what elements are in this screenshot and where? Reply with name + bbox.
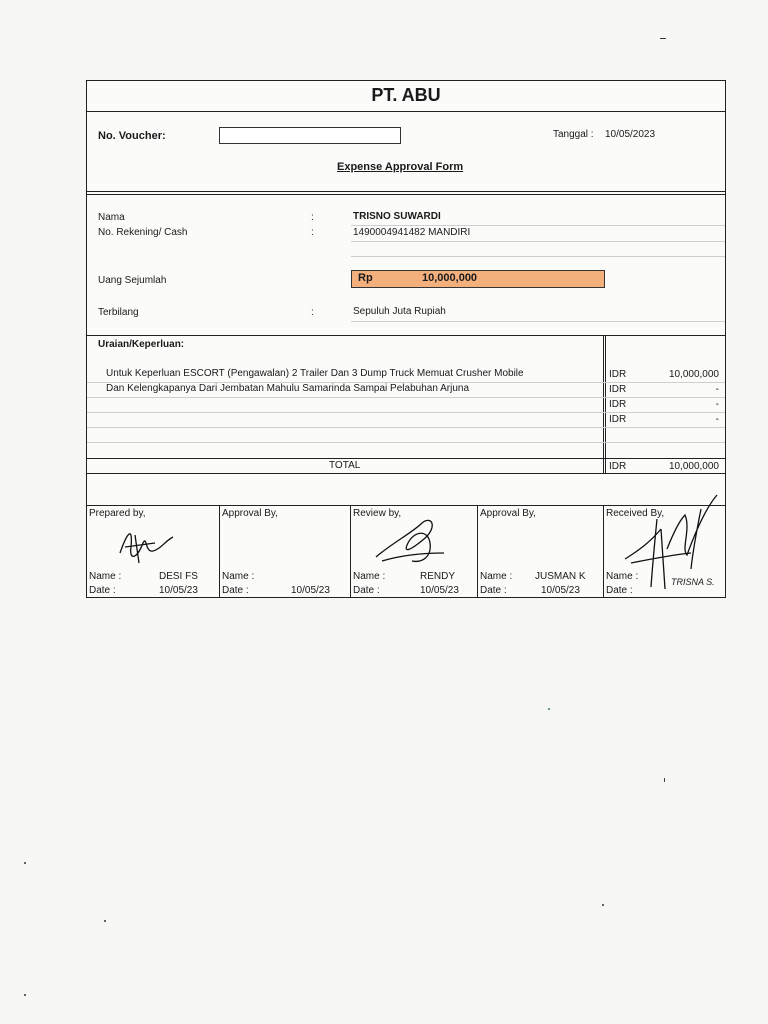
uraian-header: Uraian/Keperluan: bbox=[98, 339, 185, 350]
amount-value: 10,000,000 bbox=[422, 272, 478, 284]
sig-date-label: Date : bbox=[353, 585, 380, 596]
nama-value: TRISNO SUWARDI bbox=[353, 211, 441, 222]
row-amount: - bbox=[715, 384, 719, 395]
sig-name-label: Name : bbox=[222, 571, 255, 582]
voucher-label: No. Voucher: bbox=[98, 130, 166, 142]
signature-desi bbox=[115, 523, 185, 565]
uraian-line-2: Dan Kelengkapanya Dari Jembatan Mahulu Samarinda Sampai Pelabuhan Arjuna bbox=[106, 383, 470, 394]
rekening-value: 1490004941482 MANDIRI bbox=[353, 227, 471, 238]
voucher-field[interactable] bbox=[219, 127, 401, 144]
sig-name: JUSMAN K bbox=[535, 571, 586, 582]
sig-date: 10/05/23 bbox=[159, 585, 198, 596]
signature-trisno bbox=[621, 489, 721, 593]
row-currency: IDR bbox=[609, 384, 627, 395]
sig-date-label: Date : bbox=[89, 585, 116, 596]
sig-name-label: Name : bbox=[480, 571, 513, 582]
sig-name-label: Name : bbox=[353, 571, 386, 582]
sig-name: RENDY bbox=[420, 571, 456, 582]
sig-date-label: Date : bbox=[606, 585, 633, 596]
signature-approval-1 bbox=[219, 505, 350, 597]
total-currency: IDR bbox=[609, 461, 627, 472]
row-amount: - bbox=[715, 414, 719, 425]
signature-review bbox=[350, 505, 477, 597]
sig-date-label: Date : bbox=[222, 585, 249, 596]
total-amount: 10,000,000 bbox=[668, 461, 719, 472]
row-amount: - bbox=[715, 399, 719, 410]
sig-date: 10/05/23 bbox=[291, 585, 330, 596]
total-label: TOTAL bbox=[329, 460, 361, 471]
colon: : bbox=[311, 307, 314, 318]
signature-prepared bbox=[87, 505, 219, 597]
sig-name-label: Name : bbox=[606, 571, 639, 582]
colon: : bbox=[311, 227, 314, 238]
amount-box bbox=[351, 270, 605, 288]
signature-received bbox=[603, 505, 725, 597]
sig-role: Approval By, bbox=[222, 508, 278, 519]
terbilang-value: Sepuluh Juta Rupiah bbox=[353, 306, 446, 317]
colon: : bbox=[311, 212, 314, 223]
sig-name-label: Name : bbox=[89, 571, 122, 582]
sig-role: Approval By, bbox=[480, 508, 536, 519]
handwritten-note: TRISNA S. bbox=[671, 577, 715, 587]
row-currency: IDR bbox=[609, 369, 627, 380]
sig-role: Prepared by, bbox=[89, 508, 146, 519]
row-currency: IDR bbox=[609, 414, 627, 425]
expense-approval-form bbox=[86, 80, 726, 598]
sig-date: 10/05/23 bbox=[420, 585, 459, 596]
date-label: Tanggal : bbox=[553, 129, 594, 140]
currency-symbol: Rp bbox=[358, 272, 373, 284]
signature-rendy bbox=[372, 513, 452, 569]
uraian-line-1: Untuk Keperluan ESCORT (Pengawalan) 2 Trailer Dan 3 Dump Truck Memuat Crusher Mobile bbox=[106, 368, 524, 379]
row-currency: IDR bbox=[609, 399, 627, 410]
sig-role: Received By, bbox=[606, 508, 665, 519]
form-title: Expense Approval Form bbox=[337, 161, 464, 173]
company-name: PT. ABU bbox=[371, 85, 441, 105]
rekening-label: No. Rekening/ Cash bbox=[98, 227, 188, 238]
uang-label: Uang Sejumlah bbox=[98, 275, 167, 286]
row-amount: 10,000,000 bbox=[668, 369, 719, 380]
nama-label: Nama bbox=[98, 212, 125, 223]
sig-role: Review by, bbox=[353, 508, 402, 519]
signature-approval-2 bbox=[477, 505, 603, 597]
terbilang-label: Terbilang bbox=[98, 307, 139, 318]
sig-name: DESI FS bbox=[159, 571, 198, 582]
date-value: 10/05/2023 bbox=[605, 129, 656, 140]
sig-date: 10/05/23 bbox=[541, 585, 580, 596]
sig-date-label: Date : bbox=[480, 585, 507, 596]
